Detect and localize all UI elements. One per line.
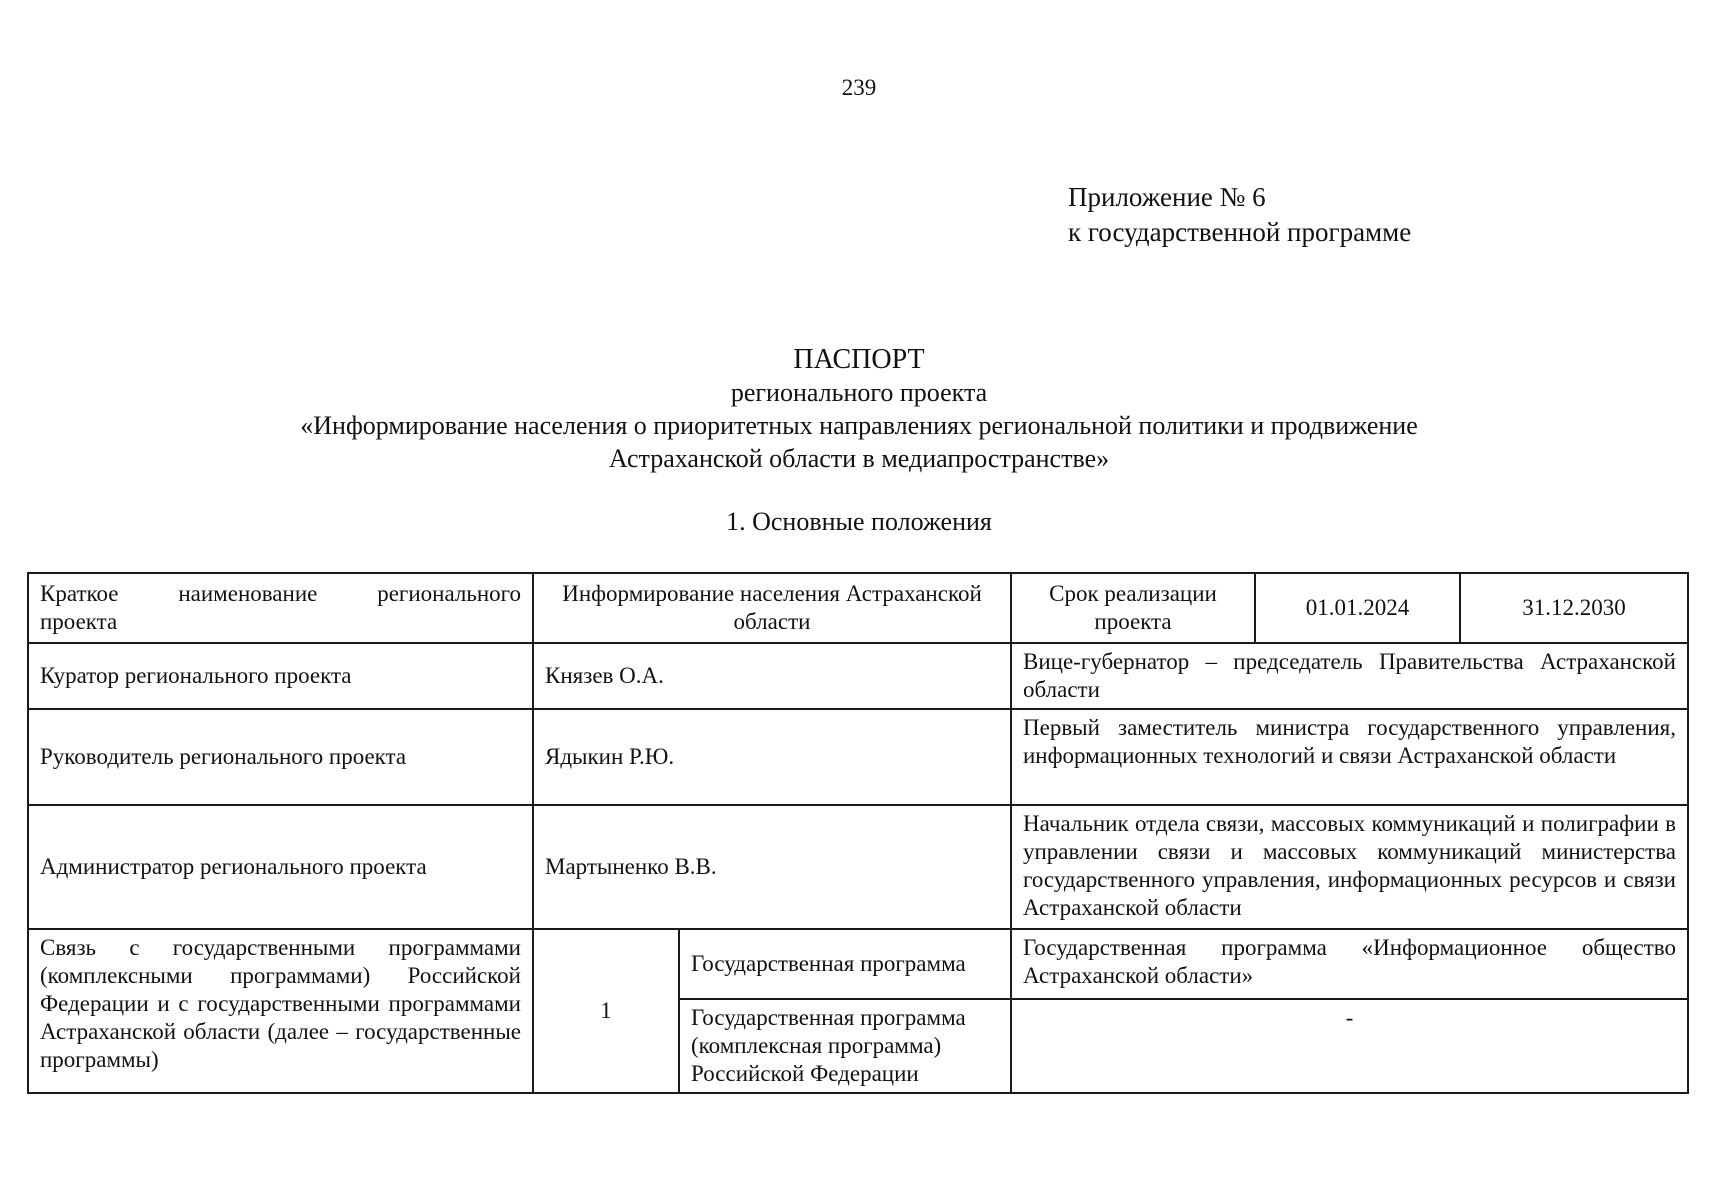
table-row-program-link-1 [28, 929, 1688, 999]
document-title [0, 343, 1718, 475]
head-name: Ядыкин Р.Ю. [533, 709, 1011, 805]
appendix-line-2: к государственной программе [1068, 217, 1412, 247]
title-project-name-line-1: «Информирование населения о приоритетных направлениях региональной политики и продвижение [300, 411, 1418, 440]
appendix-reference [1068, 180, 1411, 250]
program-federal-value: - [1011, 999, 1688, 1093]
title-subtitle: регионального проекта [730, 378, 988, 407]
page-number: 239 [841, 75, 877, 100]
program-state-value: Государственная программа «Информационное общество Астраханской области» [1011, 929, 1688, 999]
curator-position: Вице-губернатор – председатель Правительства Астраханской области [1011, 643, 1688, 709]
short-name-value: Информирование населения Астраханской области [533, 573, 1011, 643]
section-heading: 1. Основные положения [726, 507, 992, 536]
program-type-federal: Государственная программа (комплексная программа) Российской Федерации [679, 999, 1011, 1093]
program-link-label: Связь с государственными программами (комплексными программами) Российской Федерации и с государственными программами Астраханской области (далее – государственные программы) [28, 929, 533, 1093]
short-name-label-line-1: Краткое наименование регионального [40, 581, 521, 606]
title-passport: ПАСПОРТ [793, 344, 925, 375]
passport-table [27, 572, 1689, 1094]
period-label: Срок реализации проекта [1011, 573, 1255, 643]
administrator-label: Администратор регионального проекта [28, 805, 533, 929]
program-link-number: 1 [533, 929, 679, 1093]
table-row-curator [28, 643, 1688, 709]
administrator-name: Мартыненко В.В. [533, 805, 1011, 929]
administrator-position: Начальник отдела связи, массовых коммуникаций и полиграфии в управлении связи и массовых коммуникаций министерства государственного управления, информационных ресурсов и связи Астраханской области [1011, 805, 1688, 929]
appendix-line-1: Приложение № 6 [1068, 182, 1266, 212]
curator-name: Князев О.А. [533, 643, 1011, 709]
program-type-state: Государственная программа [679, 929, 1011, 999]
title-project-name-line-2: Астраханской области в медиапространстве» [608, 444, 1110, 473]
head-label: Руководитель регионального проекта [28, 709, 533, 805]
short-name-label-cell [28, 573, 533, 643]
table-row-head [28, 709, 1688, 805]
period-start-date: 01.01.2024 [1255, 573, 1460, 643]
period-end-date: 31.12.2030 [1460, 573, 1688, 643]
curator-label: Куратор регионального проекта [28, 643, 533, 709]
short-name-label-line-2: проекта [40, 609, 118, 634]
table-row-administrator [28, 805, 1688, 929]
head-position: Первый заместитель министра государственного управления, информационных технологий и связи Астраханской области [1011, 709, 1688, 805]
table-row-short-name [28, 573, 1688, 643]
